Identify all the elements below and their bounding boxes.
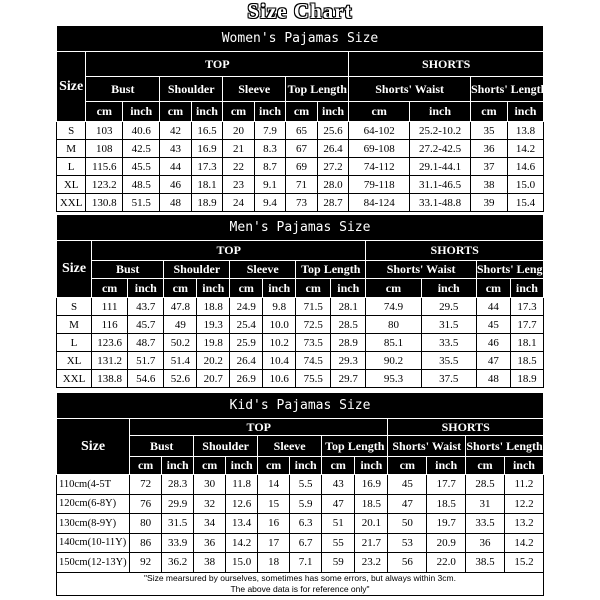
unit-header: cm bbox=[164, 279, 197, 298]
value-cell: 25.2-10.2 bbox=[410, 122, 471, 140]
size-cell: M bbox=[57, 140, 86, 158]
table-row bbox=[57, 140, 544, 158]
value-cell: 33.1-48.8 bbox=[410, 194, 471, 212]
disclaimer-note bbox=[57, 572, 544, 595]
column-group-header: Shorts' Waist bbox=[388, 436, 466, 457]
column-group-header: Top Length bbox=[296, 261, 366, 279]
top-header: TOP bbox=[92, 241, 366, 261]
value-cell: 123.2 bbox=[86, 176, 123, 194]
value-cell: 59 bbox=[322, 553, 355, 573]
value-cell: 47 bbox=[388, 494, 427, 514]
unit-header: inch bbox=[507, 102, 543, 122]
column-group-header: Shorts' Length bbox=[470, 77, 543, 102]
value-cell: 36 bbox=[194, 533, 226, 553]
value-cell: 25.9 bbox=[230, 334, 263, 352]
kid-banner: Kid's Pajamas Size bbox=[57, 393, 544, 419]
unit-header: inch bbox=[162, 457, 194, 475]
unit-header: cm bbox=[258, 457, 290, 475]
value-cell: 18.5 bbox=[427, 494, 466, 514]
unit-header: inch bbox=[226, 457, 258, 475]
value-cell: 15.4 bbox=[507, 194, 543, 212]
value-cell: 11.2 bbox=[504, 475, 543, 495]
column-group-header: Shorts' Length bbox=[476, 261, 543, 279]
column-group-header: Bust bbox=[86, 77, 160, 102]
value-cell: 34 bbox=[194, 514, 226, 534]
value-cell: 17.3 bbox=[510, 298, 543, 316]
table-row bbox=[57, 122, 544, 140]
value-cell: 6.7 bbox=[290, 533, 322, 553]
men-banner: Men's Pajamas Size bbox=[57, 215, 544, 241]
unit-header: inch bbox=[355, 457, 388, 475]
value-cell: 26.4 bbox=[230, 352, 263, 370]
value-cell: 29.1-44.1 bbox=[410, 158, 471, 176]
value-cell: 29.7 bbox=[331, 370, 366, 388]
value-cell: 11.8 bbox=[226, 475, 258, 495]
value-cell: 47 bbox=[476, 352, 510, 370]
unit-header: inch bbox=[254, 102, 286, 122]
size-cell: 120cm(6-8Y) bbox=[57, 494, 130, 514]
unit-header: inch bbox=[191, 102, 223, 122]
value-cell: 5.9 bbox=[290, 494, 322, 514]
value-cell: 44 bbox=[160, 158, 192, 176]
value-cell: 10.0 bbox=[263, 316, 296, 334]
value-cell: 90.2 bbox=[366, 352, 421, 370]
value-cell: 35 bbox=[470, 122, 507, 140]
value-cell: 18.5 bbox=[355, 494, 388, 514]
value-cell: 48 bbox=[160, 194, 192, 212]
value-cell: 18 bbox=[258, 553, 290, 573]
value-cell: 24.9 bbox=[230, 298, 263, 316]
value-cell: 13.4 bbox=[226, 514, 258, 534]
value-cell: 116 bbox=[92, 316, 128, 334]
value-cell: 25.6 bbox=[317, 122, 349, 140]
value-cell: 14.2 bbox=[504, 533, 543, 553]
unit-header: cm bbox=[476, 279, 510, 298]
value-cell: 13.8 bbox=[507, 122, 543, 140]
value-cell: 51 bbox=[322, 514, 355, 534]
women-banner: Women's Pajamas Size bbox=[57, 26, 544, 52]
value-cell: 8.7 bbox=[254, 158, 286, 176]
chart-title: Size Chart bbox=[247, 0, 353, 23]
table-row bbox=[57, 494, 544, 514]
value-cell: 15.0 bbox=[507, 176, 543, 194]
column-group-header: Top Length bbox=[286, 77, 349, 102]
value-cell: 37 bbox=[470, 158, 507, 176]
column-group-header: Sleeve bbox=[223, 77, 286, 102]
men-size-table bbox=[56, 214, 554, 388]
column-group-header: Top Length bbox=[322, 436, 388, 457]
unit-header: inch bbox=[317, 102, 349, 122]
value-cell: 36 bbox=[466, 533, 505, 553]
value-cell: 20.2 bbox=[197, 352, 230, 370]
value-cell: 13.2 bbox=[504, 514, 543, 534]
table-row bbox=[57, 370, 544, 388]
value-cell: 53 bbox=[388, 533, 427, 553]
unit-header: cm bbox=[466, 457, 505, 475]
table-row bbox=[57, 158, 544, 176]
size-cell: L bbox=[57, 158, 86, 176]
value-cell: 20.7 bbox=[197, 370, 230, 388]
value-cell: 45.7 bbox=[128, 316, 164, 334]
value-cell: 23 bbox=[223, 176, 255, 194]
value-cell: 79-118 bbox=[349, 176, 410, 194]
size-cell: 110cm(4-5T bbox=[57, 475, 130, 495]
column-group-header: Shoulder bbox=[160, 77, 223, 102]
size-cell: M bbox=[57, 316, 92, 334]
value-cell: 27.2-42.5 bbox=[410, 140, 471, 158]
value-cell: 29.3 bbox=[331, 352, 366, 370]
size-cell: 150cm(12-13Y) bbox=[57, 553, 130, 573]
value-cell: 31.1-46.5 bbox=[410, 176, 471, 194]
unit-header: inch bbox=[410, 102, 471, 122]
value-cell: 44 bbox=[476, 298, 510, 316]
value-cell: 16.9 bbox=[355, 475, 388, 495]
unit-header: cm bbox=[296, 279, 331, 298]
value-cell: 16.5 bbox=[191, 122, 223, 140]
value-cell: 51.7 bbox=[128, 352, 164, 370]
unit-header: inch bbox=[123, 102, 160, 122]
value-cell: 28.1 bbox=[331, 298, 366, 316]
value-cell: 35.5 bbox=[421, 352, 476, 370]
value-cell: 36 bbox=[470, 140, 507, 158]
value-cell: 9.1 bbox=[254, 176, 286, 194]
value-cell: 51.5 bbox=[123, 194, 160, 212]
value-cell: 80 bbox=[366, 316, 421, 334]
unit-header: inch bbox=[504, 457, 543, 475]
column-group-header: Shorts' Waist bbox=[349, 77, 471, 102]
value-cell: 33.5 bbox=[421, 334, 476, 352]
value-cell: 46 bbox=[476, 334, 510, 352]
value-cell: 17 bbox=[258, 533, 290, 553]
value-cell: 130.8 bbox=[86, 194, 123, 212]
value-cell: 111 bbox=[92, 298, 128, 316]
value-cell: 43 bbox=[322, 475, 355, 495]
value-cell: 18.1 bbox=[191, 176, 223, 194]
value-cell: 45.5 bbox=[123, 158, 160, 176]
value-cell: 5.5 bbox=[290, 475, 322, 495]
value-cell: 47 bbox=[322, 494, 355, 514]
value-cell: 22.0 bbox=[427, 553, 466, 573]
value-cell: 18.8 bbox=[197, 298, 230, 316]
value-cell: 21 bbox=[223, 140, 255, 158]
table-row bbox=[57, 352, 544, 370]
value-cell: 6.3 bbox=[290, 514, 322, 534]
value-cell: 48 bbox=[476, 370, 510, 388]
value-cell: 74-112 bbox=[349, 158, 410, 176]
column-group-header: Bust bbox=[92, 261, 164, 279]
value-cell: 138.8 bbox=[92, 370, 128, 388]
note-line-2: The above data is for reference only" bbox=[230, 583, 370, 594]
value-cell: 85.1 bbox=[366, 334, 421, 352]
value-cell: 16.9 bbox=[191, 140, 223, 158]
table-row bbox=[57, 298, 544, 316]
value-cell: 20 bbox=[223, 122, 255, 140]
value-cell: 19.7 bbox=[427, 514, 466, 534]
value-cell: 38 bbox=[470, 176, 507, 194]
value-cell: 9.4 bbox=[254, 194, 286, 212]
table-row bbox=[57, 514, 544, 534]
value-cell: 50.2 bbox=[164, 334, 197, 352]
value-cell: 64-102 bbox=[349, 122, 410, 140]
value-cell: 10.6 bbox=[263, 370, 296, 388]
value-cell: 72 bbox=[130, 475, 162, 495]
value-cell: 15 bbox=[258, 494, 290, 514]
value-cell: 103 bbox=[86, 122, 123, 140]
value-cell: 42.5 bbox=[123, 140, 160, 158]
value-cell: 20.1 bbox=[355, 514, 388, 534]
value-cell: 18.9 bbox=[510, 370, 543, 388]
value-cell: 33.5 bbox=[466, 514, 505, 534]
value-cell: 8.3 bbox=[254, 140, 286, 158]
value-cell: 14.2 bbox=[226, 533, 258, 553]
value-cell: 45 bbox=[388, 475, 427, 495]
size-cell: XL bbox=[57, 352, 92, 370]
unit-header: cm bbox=[322, 457, 355, 475]
value-cell: 51.4 bbox=[164, 352, 197, 370]
value-cell: 7.9 bbox=[254, 122, 286, 140]
unit-header: cm bbox=[86, 102, 123, 122]
value-cell: 92 bbox=[130, 553, 162, 573]
value-cell: 48.5 bbox=[123, 176, 160, 194]
value-cell: 71.5 bbox=[296, 298, 331, 316]
unit-header: cm bbox=[366, 279, 421, 298]
value-cell: 73.5 bbox=[296, 334, 331, 352]
value-cell: 28.5 bbox=[466, 475, 505, 495]
value-cell: 86 bbox=[130, 533, 162, 553]
value-cell: 10.2 bbox=[263, 334, 296, 352]
value-cell: 12.2 bbox=[504, 494, 543, 514]
value-cell: 84-124 bbox=[349, 194, 410, 212]
value-cell: 48.7 bbox=[128, 334, 164, 352]
value-cell: 28.0 bbox=[317, 176, 349, 194]
unit-header: cm bbox=[286, 102, 318, 122]
value-cell: 14.6 bbox=[507, 158, 543, 176]
value-cell: 73 bbox=[286, 194, 318, 212]
value-cell: 123.6 bbox=[92, 334, 128, 352]
unit-header: cm bbox=[130, 457, 162, 475]
unit-header: cm bbox=[92, 279, 128, 298]
size-header: Size bbox=[57, 419, 130, 475]
value-cell: 14 bbox=[258, 475, 290, 495]
value-cell: 28.9 bbox=[331, 334, 366, 352]
value-cell: 19.8 bbox=[197, 334, 230, 352]
value-cell: 50 bbox=[388, 514, 427, 534]
unit-header: inch bbox=[128, 279, 164, 298]
value-cell: 74.9 bbox=[366, 298, 421, 316]
value-cell: 131.2 bbox=[92, 352, 128, 370]
value-cell: 18.1 bbox=[510, 334, 543, 352]
value-cell: 19.3 bbox=[197, 316, 230, 334]
value-cell: 9.8 bbox=[263, 298, 296, 316]
size-cell: L bbox=[57, 334, 92, 352]
unit-header: cm bbox=[223, 102, 255, 122]
value-cell: 20.9 bbox=[427, 533, 466, 553]
unit-header: inch bbox=[427, 457, 466, 475]
unit-header: cm bbox=[388, 457, 427, 475]
shorts-header: SHORTS bbox=[349, 52, 544, 77]
value-cell: 7.1 bbox=[290, 553, 322, 573]
value-cell: 69 bbox=[286, 158, 318, 176]
value-cell: 31.5 bbox=[421, 316, 476, 334]
column-group-header: Sleeve bbox=[258, 436, 322, 457]
value-cell: 16 bbox=[258, 514, 290, 534]
table-row bbox=[57, 334, 544, 352]
value-cell: 74.5 bbox=[296, 352, 331, 370]
value-cell: 24 bbox=[223, 194, 255, 212]
value-cell: 10.4 bbox=[263, 352, 296, 370]
table-row bbox=[57, 194, 544, 212]
value-cell: 55 bbox=[322, 533, 355, 553]
table-row bbox=[57, 533, 544, 553]
column-group-header: Shoulder bbox=[164, 261, 230, 279]
women-size-table bbox=[56, 25, 548, 212]
value-cell: 28.5 bbox=[331, 316, 366, 334]
value-cell: 38.5 bbox=[466, 553, 505, 573]
value-cell: 69-108 bbox=[349, 140, 410, 158]
value-cell: 17.3 bbox=[191, 158, 223, 176]
unit-header: inch bbox=[197, 279, 230, 298]
size-cell: XL bbox=[57, 176, 86, 194]
value-cell: 28.7 bbox=[317, 194, 349, 212]
value-cell: 43 bbox=[160, 140, 192, 158]
table-row bbox=[57, 176, 544, 194]
value-cell: 15.0 bbox=[226, 553, 258, 573]
value-cell: 28.3 bbox=[162, 475, 194, 495]
unit-header: cm bbox=[194, 457, 226, 475]
value-cell: 38 bbox=[194, 553, 226, 573]
unit-header: cm bbox=[230, 279, 263, 298]
column-group-header: Shoulder bbox=[194, 436, 258, 457]
unit-header: cm bbox=[470, 102, 507, 122]
value-cell: 32 bbox=[194, 494, 226, 514]
column-group-header: Shorts' Length bbox=[466, 436, 544, 457]
table-row bbox=[57, 316, 544, 334]
value-cell: 31.5 bbox=[162, 514, 194, 534]
value-cell: 15.2 bbox=[504, 553, 543, 573]
size-cell: 130cm(8-9Y) bbox=[57, 514, 130, 534]
size-cell: 140cm(10-11Y) bbox=[57, 533, 130, 553]
value-cell: 29.5 bbox=[421, 298, 476, 316]
value-cell: 43.7 bbox=[128, 298, 164, 316]
value-cell: 30 bbox=[194, 475, 226, 495]
value-cell: 26.9 bbox=[230, 370, 263, 388]
top-header: TOP bbox=[86, 52, 349, 77]
value-cell: 49 bbox=[164, 316, 197, 334]
size-header: Size bbox=[57, 241, 92, 298]
value-cell: 40.6 bbox=[123, 122, 160, 140]
value-cell: 21.7 bbox=[355, 533, 388, 553]
size-cell: S bbox=[57, 122, 86, 140]
kid-size-table bbox=[56, 392, 544, 596]
value-cell: 75.5 bbox=[296, 370, 331, 388]
value-cell: 33.9 bbox=[162, 533, 194, 553]
value-cell: 25.4 bbox=[230, 316, 263, 334]
value-cell: 67 bbox=[286, 140, 318, 158]
value-cell: 14.2 bbox=[507, 140, 543, 158]
value-cell: 18.9 bbox=[191, 194, 223, 212]
value-cell: 18.5 bbox=[510, 352, 543, 370]
value-cell: 37.5 bbox=[421, 370, 476, 388]
value-cell: 17.7 bbox=[510, 316, 543, 334]
unit-header: inch bbox=[421, 279, 476, 298]
value-cell: 36.2 bbox=[162, 553, 194, 573]
value-cell: 42 bbox=[160, 122, 192, 140]
value-cell: 52.6 bbox=[164, 370, 197, 388]
value-cell: 17.7 bbox=[427, 475, 466, 495]
value-cell: 46 bbox=[160, 176, 192, 194]
unit-header: inch bbox=[263, 279, 296, 298]
value-cell: 12.6 bbox=[226, 494, 258, 514]
value-cell: 45 bbox=[476, 316, 510, 334]
value-cell: 108 bbox=[86, 140, 123, 158]
size-cell: S bbox=[57, 298, 92, 316]
column-group-header: Bust bbox=[130, 436, 194, 457]
value-cell: 95.3 bbox=[366, 370, 421, 388]
shorts-header: SHORTS bbox=[366, 241, 544, 261]
value-cell: 72.5 bbox=[296, 316, 331, 334]
column-group-header: Sleeve bbox=[230, 261, 296, 279]
value-cell: 115.6 bbox=[86, 158, 123, 176]
note-line-1: "Size mearsured by ourselves, sometimes has some errors, but always within 3cm. bbox=[144, 572, 456, 583]
top-header: TOP bbox=[130, 419, 388, 436]
value-cell: 65 bbox=[286, 122, 318, 140]
unit-header: inch bbox=[331, 279, 366, 298]
value-cell: 39 bbox=[470, 194, 507, 212]
value-cell: 56 bbox=[388, 553, 427, 573]
size-cell: XXL bbox=[57, 370, 92, 388]
value-cell: 80 bbox=[130, 514, 162, 534]
value-cell: 31 bbox=[466, 494, 505, 514]
size-header: Size bbox=[57, 52, 86, 122]
value-cell: 47.8 bbox=[164, 298, 197, 316]
size-cell: XXL bbox=[57, 194, 86, 212]
table-row bbox=[57, 553, 544, 573]
value-cell: 71 bbox=[286, 176, 318, 194]
unit-header: inch bbox=[510, 279, 543, 298]
column-group-header: Shorts' Waist bbox=[366, 261, 477, 279]
value-cell: 29.9 bbox=[162, 494, 194, 514]
unit-header: cm bbox=[160, 102, 192, 122]
value-cell: 26.4 bbox=[317, 140, 349, 158]
value-cell: 76 bbox=[130, 494, 162, 514]
unit-header: inch bbox=[290, 457, 322, 475]
value-cell: 22 bbox=[223, 158, 255, 176]
value-cell: 54.6 bbox=[128, 370, 164, 388]
value-cell: 27.2 bbox=[317, 158, 349, 176]
table-row bbox=[57, 475, 544, 495]
unit-header: cm bbox=[349, 102, 410, 122]
shorts-header: SHORTS bbox=[388, 419, 544, 436]
value-cell: 23.2 bbox=[355, 553, 388, 573]
